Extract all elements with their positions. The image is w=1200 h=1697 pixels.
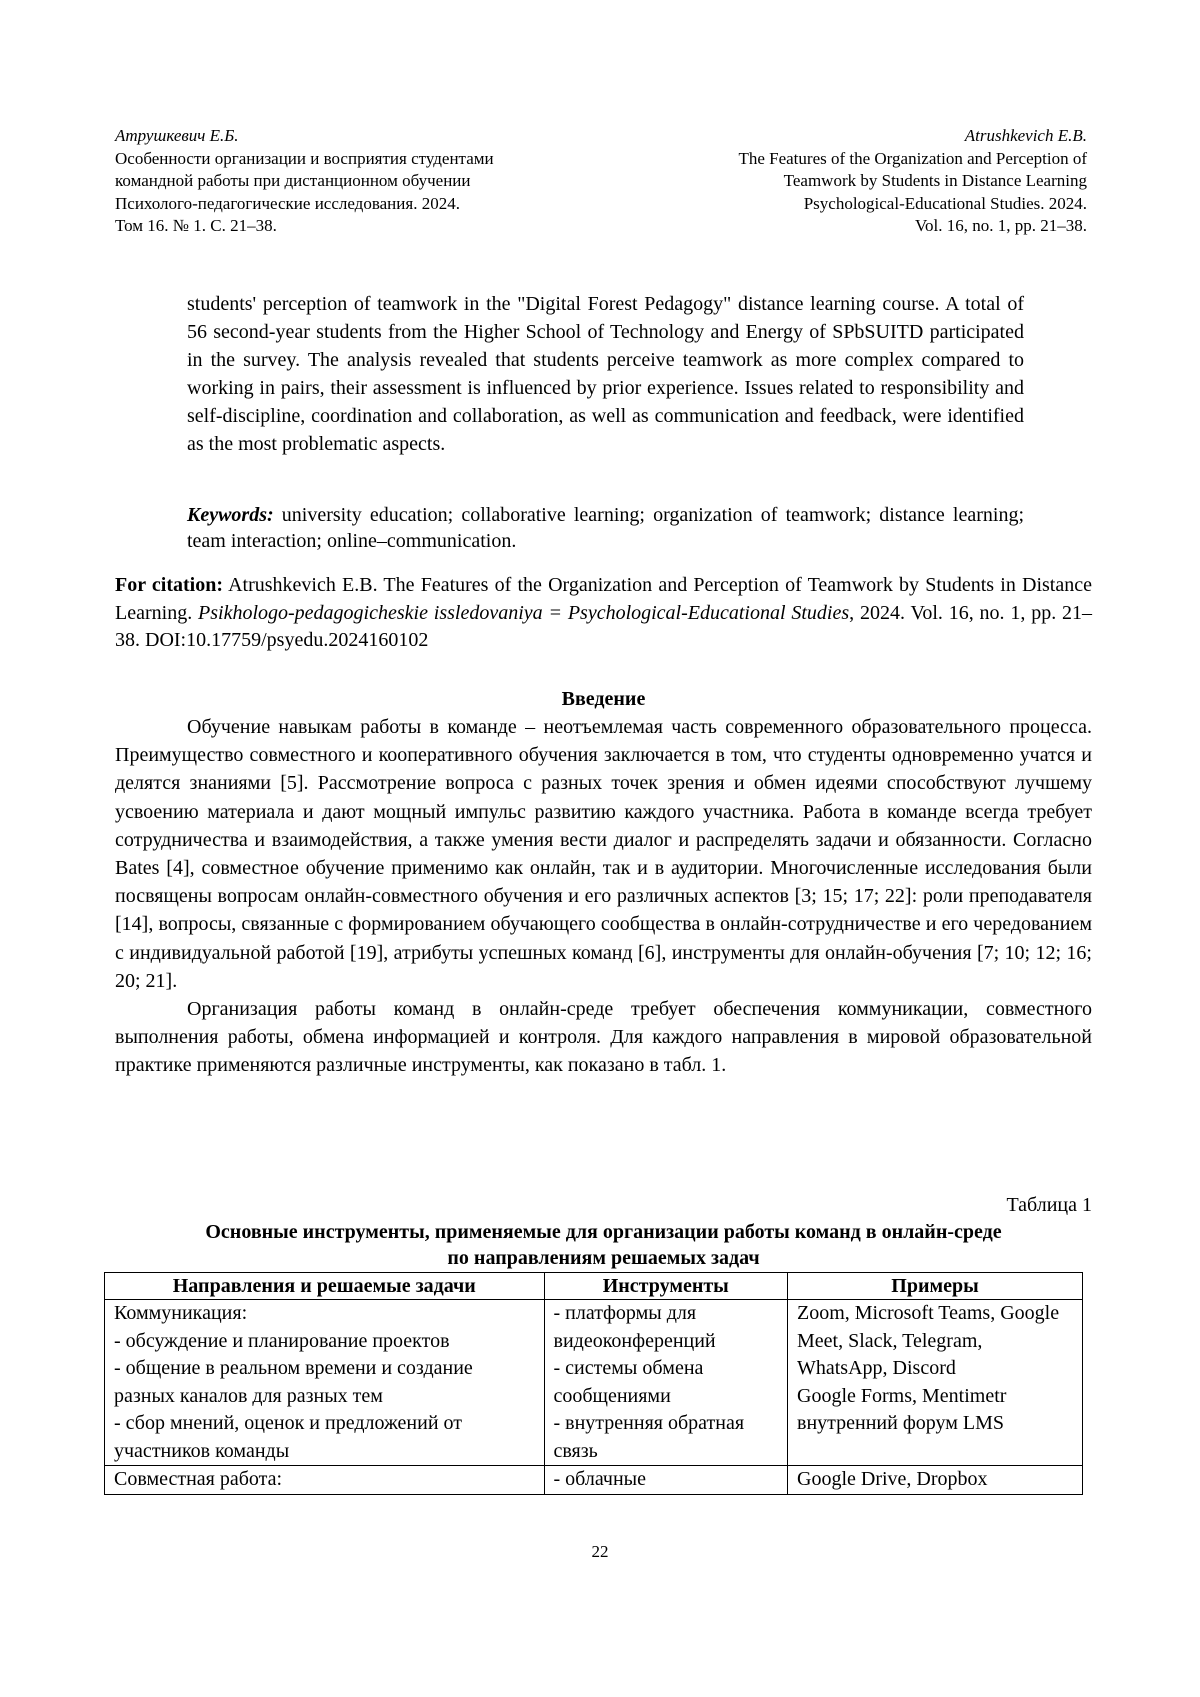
table-cell: [544, 1300, 788, 1466]
table-row: [105, 1300, 1083, 1466]
header-left-line: командной работы при дистанционном обучении: [115, 171, 471, 190]
table-header-cell: Примеры: [788, 1273, 1083, 1300]
abstract: [187, 290, 1024, 458]
header-left-line: Психолого-педагогические исследования. 2024.: [115, 193, 460, 213]
body-paragraph: Обучение навыкам работы в команде – неотъемлемая часть современного образовательного процесса. Преимущество совместного и кооперативного обучения заключается в том, что студенты одновременно учатся и делятся знаниями [5]. Рассмотрение вопроса с разных точек зрения и обмен идеями способствуют лучшему усвоению материала и дают мощный импульс развитию каждого участника. Работа в команде всегда требует сотрудничества и взаимодействия, а также умения вести диалог и распределять задачи и обязанности. Согласно Bates [4], совместное обучение применимо как онлайн, так и в аудитории. Многочисленные исследования были посвящены вопросам онлайн-совместного обучения и его различных аспектов [3; 15; 17; 22]: роли преподавателя [14], вопросы, связанные с формированием обучающего сообщества в онлайн-сотрудничестве и его чередованием с индивидуальной работой [19], атрибуты успешных команд [6], инструменты для онлайн-обучения [7; 10; 12; 16; 20; 21].: [115, 716, 1092, 992]
header-right-author: Atrushkevich E.B.: [964, 126, 1087, 145]
table-header-cell: Направления и решаемые задачи: [105, 1273, 545, 1300]
citation: [115, 572, 1092, 655]
keywords-label: Keywords:: [187, 504, 274, 526]
keywords: [187, 502, 1024, 554]
cell-line: Совместная работа:: [114, 1468, 283, 1490]
header-left-line: Особенности организации и восприятия студентами: [115, 148, 494, 168]
body-text: [115, 713, 1092, 1080]
citation-text-end: , 2024. Vol. 16, no. 1, pp. 21–38. DOI:10.17759/psyedu.2024160102: [115, 601, 1093, 651]
cell-line: - сбор мнений, оценок и предложений от участников команды: [114, 1412, 462, 1462]
citation-text: Atrushkevich E.B. The Features of the Organization and Perception of Teamwork by Students in Distance Learning.: [115, 574, 1092, 624]
keywords-paragraph: [187, 502, 1024, 554]
table-header-cell: Инструменты: [544, 1273, 788, 1300]
tools-table: [104, 1272, 1083, 1495]
abstract-text: students' perception of teamwork in the "Digital Forest Pedagogy" distance learning course. A total of 56 second-year students from the Higher School of Technology and Energy of SPbSUITD participated in the survey. The analysis revealed that students perceive teamwork as more complex compared to working in pairs, their assessment is influenced by prior experience. Issues related to responsibility and self-discipline, coordination and collaboration, as well as communication and feedback, were identified as the most problematic aspects.: [187, 293, 1024, 455]
cell-line: Google Forms, Mentimetr внутренний форум LMS: [797, 1384, 1007, 1434]
table-cell: [788, 1466, 1083, 1495]
table-cell: [544, 1466, 788, 1495]
body-paragraph: Организация работы команд в онлайн-среде требует обеспечения коммуникации, совместного выполнения работы, обмена информацией и контроля. Для каждого направления в мировой образовательной практике применяются различные инструменты, как показано в табл. 1.: [115, 998, 1092, 1077]
citation-label: For citation:: [115, 574, 224, 596]
cell-line: - облачные: [553, 1468, 646, 1490]
cell-line: Zoom, Microsoft Teams, Google Meet, Slack, Telegram, WhatsApp, Discord: [797, 1302, 1060, 1379]
keywords-text: university education; collaborative learning; organization of teamwork; distance learning; team interaction; online–communication.: [187, 504, 1024, 552]
table-title: [115, 1219, 1092, 1271]
cell-line: - обсуждение и планирование проектов: [114, 1329, 450, 1352]
cell-line: - платформы для видеоконференций: [553, 1302, 716, 1352]
header-right-line: Psychological-Educational Studies. 2024.: [803, 193, 1087, 213]
table-cell: [105, 1300, 545, 1466]
cell-line: Коммуникация:: [114, 1302, 248, 1324]
header-right-line: Vol. 16, no. 1, pp. 21–38.: [914, 216, 1087, 235]
header-left-author: Атрушкевич Е.Б.: [115, 126, 239, 145]
table-cell: [105, 1466, 545, 1495]
header-right-line: Teamwork by Students in Distance Learning: [783, 171, 1087, 190]
header-right-line: The Features of the Organization and Perception of: [738, 148, 1087, 168]
table-row: [105, 1466, 1083, 1495]
header-left: [115, 125, 635, 238]
cell-line: - системы обмена сообщениями: [553, 1357, 704, 1407]
table-number: Таблица 1: [1006, 1194, 1092, 1216]
table-title-line: по направлениям решаемых задач: [447, 1247, 760, 1269]
section-title: Введение: [561, 688, 646, 710]
cell-line: - общение в реальном времени и создание разных каналов для разных тем: [114, 1357, 473, 1407]
header-left-line: Том 16. № 1. С. 21–38.: [115, 216, 277, 235]
cell-line: - внутренняя обратная связь: [553, 1412, 745, 1462]
table-title-line: Основные инструменты, применяемые для организации работы команд в онлайн-среде: [205, 1221, 1002, 1243]
page-number: 22: [591, 1542, 609, 1561]
header-right: [567, 125, 1087, 238]
citation-journal: Psikhologo-pedagogicheskie issledovaniya = Psychological-Educational Studies: [198, 601, 850, 624]
table-cell: [788, 1300, 1083, 1466]
citation-paragraph: [115, 572, 1092, 655]
table-header-row: [105, 1273, 1083, 1300]
cell-line: Google Drive, Dropbox: [797, 1468, 988, 1490]
